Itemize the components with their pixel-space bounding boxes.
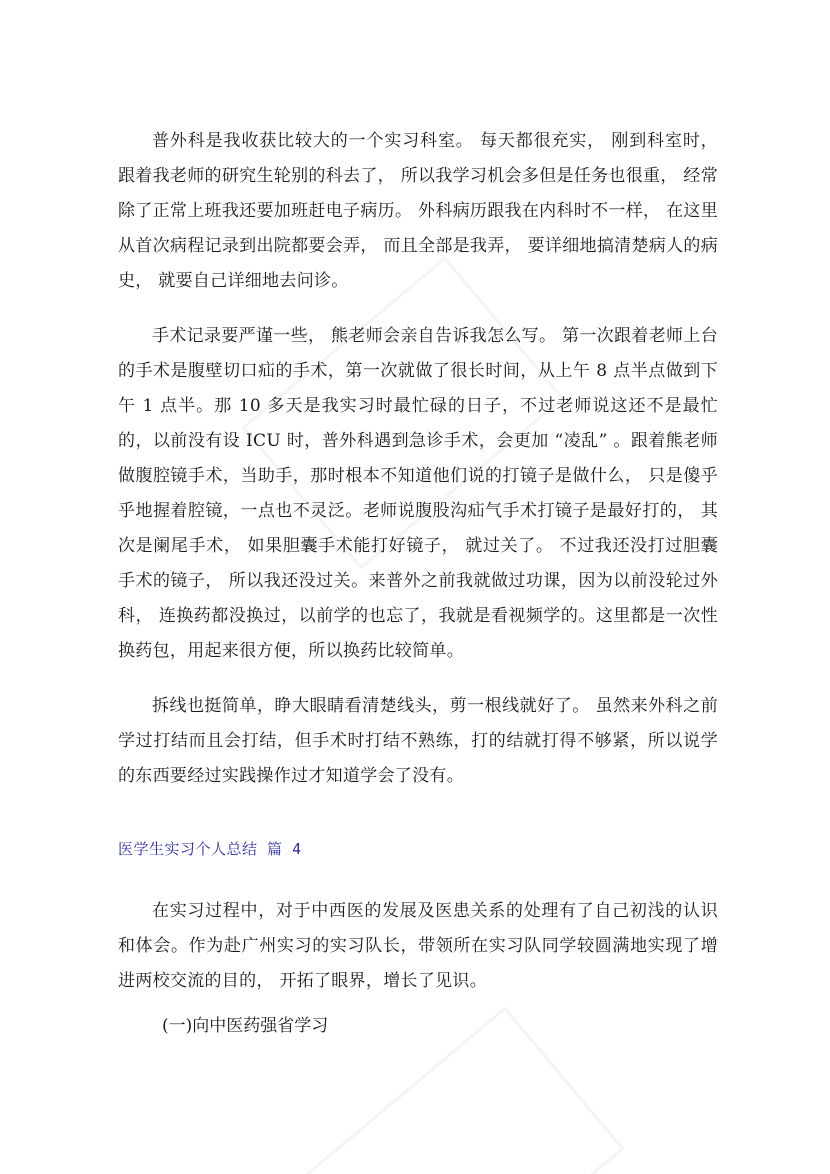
paragraph-suture-removal: 拆线也挺简单，睁大眼睛看清楚线头，剪一根线就好了。 虽然来外科之前学过打结而且会打结，但手术时打结不熟练，打的结就打得不够紧，所以说学的东西要经过实践操作过才知道学会了没有。 [118, 696, 718, 786]
subsection-heading: (一)向中医药强省学习 [162, 1016, 329, 1036]
section-heading: 医学生实习个人总结 篇 4 [118, 840, 302, 858]
paragraph-surgery-records: 手术记录要严谨一些， 熊老师会亲自告诉我怎么写。 第一次跟着老师上台的手术是腹壁切口疝的手术，第一次就做了很长时间，从上午 8 点半点做到下午 1 点半。那 10 多天是我实习时最忙碌的日子，不过老师说这还不是最忙的，以前没有设 ICU 时，普外科遇到急诊手术，会更加 “凌乱” 。跟着熊老师做腹腔镜手术，当助手，那时根本不知道他们说的打镜子是做什么， 只是傻乎乎地握着腔镜，一点也不灵泛。老师说腹股沟疝气手术打镜子是最好打的， 其次是阑尾手术， 如果胆囊手术能打好镜子， 就过关了。 不过我还没打过胆囊手术的镜子， 所以我还没过关。来普外之前我就做过功课，因为以前没轮过外科， 连换药都没换过，以前学的也忘了，我就是看视频学的。这里都是一次性换药包，用起来很方便，所以换药比较简单。 [118, 326, 718, 661]
paragraph-internship-process: 在实习过程中，对于中西医的发展及医患关系的处理有了自己初浅的认识和体会。作为赴广州实习的实习队长，带领所在实习队同学较圆满地实现了增进两校交流的目的， 开拓了眼界，增长了见识。 [118, 901, 718, 991]
paragraph-general-surgery: 普外科是我收获比较大的一个实习科室。 每天都很充实， 刚到科室时， 跟着我老师的研究生轮别的科去了， 所以我学习机会多但是任务也很重， 经常除了正常上班我还要加班赶电子病历。 外科病历跟我在内科时不一样， 在这里从首次病程记录到出院都要会弄， 而且全部是我弄， 要详细地搞清楚病人的病史， 就要自己详细地去问诊。 [118, 131, 718, 291]
document-body [118, 124, 718, 1044]
